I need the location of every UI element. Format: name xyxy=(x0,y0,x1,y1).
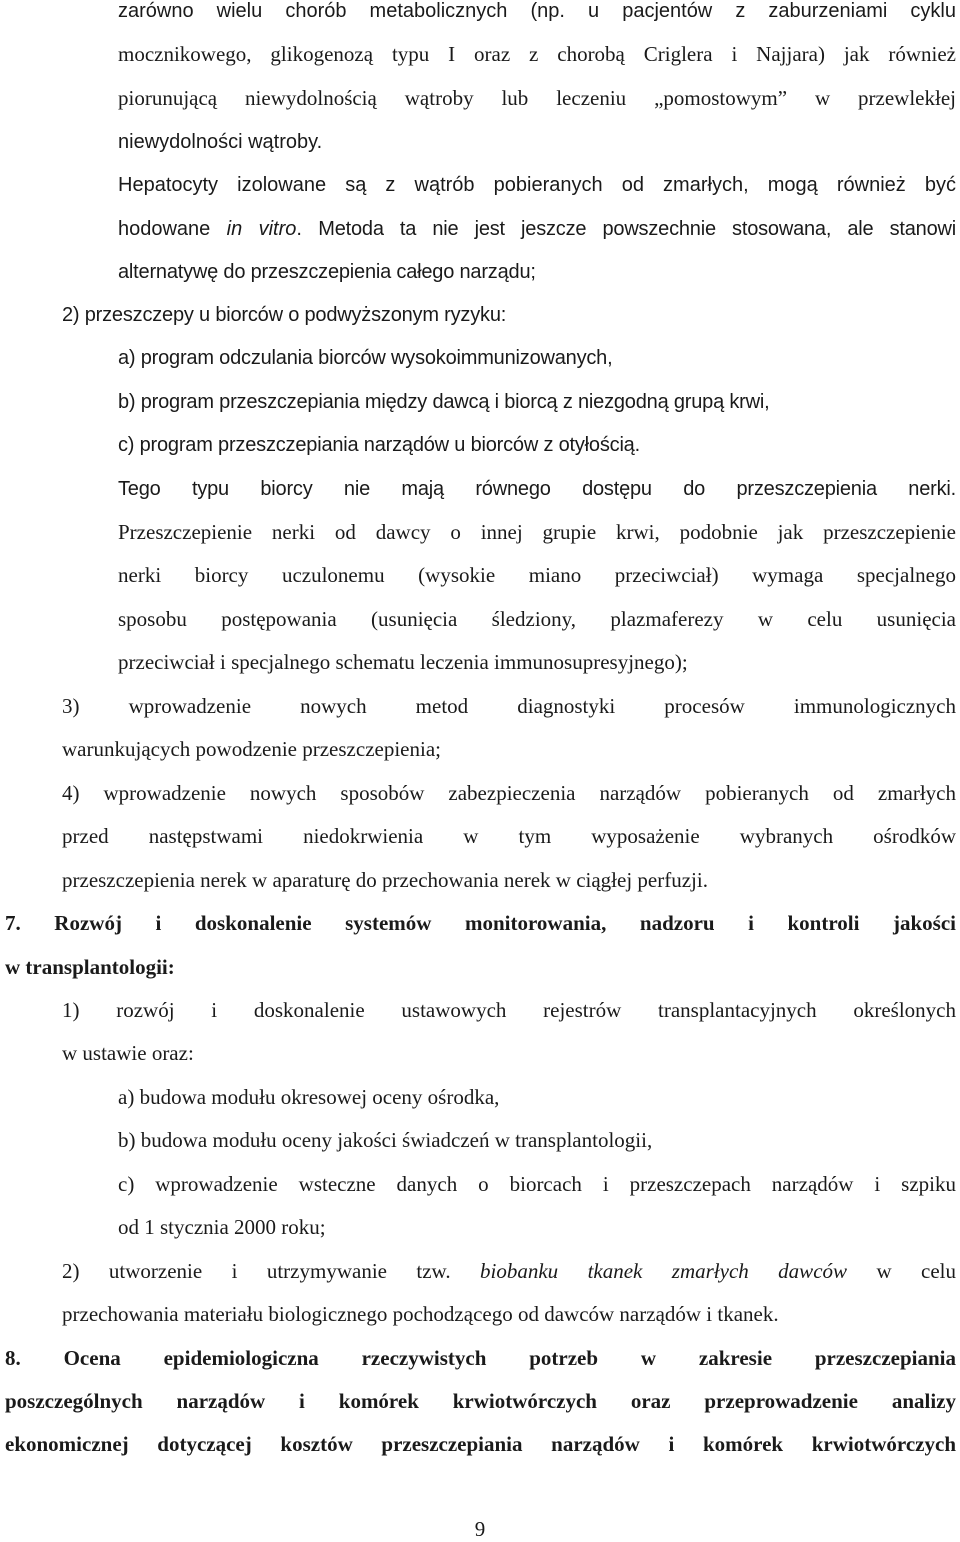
page-number: 9 xyxy=(474,1517,486,1541)
list-item: 4) wprowadzenie nowych sposobów zabezpieczenia narządów pobieranych od zmarłych xyxy=(62,781,956,805)
heading-text: w transplantologii: xyxy=(5,955,175,979)
list-item: a) program odczulania biorców wysokoimmunizowanych, xyxy=(118,347,613,369)
text-line: Hepatocyty izolowane są z wątrób pobieranych od zmarłych, mogą również być xyxy=(118,174,956,196)
heading-text: poszczególnych narządów i komórek krwiotwórczych oraz przeprowadzenie analizy xyxy=(5,1389,956,1413)
text-line: alternatywę do przeszczepienia całego narządu; xyxy=(118,261,536,283)
text-line: od 1 stycznia 2000 roku; xyxy=(118,1215,326,1239)
section-heading xyxy=(5,1388,956,1414)
italic-term: in vitro xyxy=(226,218,297,240)
text-line: piorunującą niewydolnością wątroby lub leczeniu „pomostowym” w przewlekłej xyxy=(118,86,956,110)
text-span: Metoda ta nie jest jeszcze powszechnie stosowana, ale stanowi xyxy=(318,218,956,240)
list-item: c) wprowadzenie wsteczne danych o biorcach i przeszczepach narządów i szpiku xyxy=(118,1172,956,1196)
heading-text: ekonomicznej dotyczącej kosztów przeszczepiania narządów i komórek krwiotwórczych xyxy=(5,1432,956,1456)
text-line: nerki biorcy uczulonemu (wysokie miano przeciwciał) wymaga specjalnego xyxy=(118,563,956,587)
text-span: . xyxy=(296,218,319,240)
heading-text: 8. Ocena epidemiologiczna rzeczywistych potrzeb w zakresie przeszczepiania xyxy=(5,1346,956,1370)
list-item: b) program przeszczepiania między dawcą i biorcą z niezgodną grupą krwi, xyxy=(118,391,770,413)
section-heading xyxy=(5,954,175,980)
list-item: c) program przeszczepiania narządów u biorców z otyłością. xyxy=(118,434,640,456)
text-line: w ustawie oraz: xyxy=(62,1041,194,1065)
list-item: a) budowa modułu okresowej oceny ośrodka, xyxy=(118,1085,500,1109)
text-line: sposobu postępowania (usunięcia śledziony, plazmaferezy w celu usunięcia xyxy=(118,607,956,631)
text-line: mocznikowego, glikogenozą typu I oraz z chorobą Criglera i Najjara) jak również xyxy=(118,42,956,66)
text-span: hodowane xyxy=(118,218,227,240)
text-line: Przeszczepienie nerki od dawcy o innej grupie krwi, podobnie jak przeszczepienie xyxy=(118,520,956,544)
text-line: przeciwciał i specjalnego schematu leczenia immunosupresyjnego); xyxy=(118,650,688,674)
section-heading xyxy=(5,1431,956,1457)
section-heading xyxy=(5,910,956,936)
list-item: b) budowa modułu oceny jakości świadczeń w transplantologii, xyxy=(118,1128,653,1152)
text-span: w celu xyxy=(847,1259,956,1283)
list-item xyxy=(62,1258,956,1284)
heading-text: 7. Rozwój i doskonalenie systemów monitorowania, nadzoru i kontroli jakości xyxy=(5,911,956,935)
text-line: warunkujących powodzenie przeszczepienia; xyxy=(62,737,441,761)
italic-term: biobanku tkanek zmarłych dawców xyxy=(480,1259,848,1283)
text-line: przed następstwami niedokrwienia w tym wyposażenie wybranych ośrodków xyxy=(62,824,956,848)
list-item: 3) wprowadzenie nowych metod diagnostyki procesów immunologicznych xyxy=(62,694,956,718)
text-line xyxy=(118,215,956,242)
text-line: zarówno wielu chorób metabolicznych (np. u pacjentów z zaburzeniami cyklu xyxy=(118,0,956,22)
section-heading xyxy=(5,1345,956,1371)
text-line: niewydolności wątroby. xyxy=(118,131,323,153)
text-line: przeszczepienia nerek w aparaturę do przechowania nerek w ciągłej perfuzji. xyxy=(62,868,708,892)
text-line: przechowania materiału biologicznego pochodzącego od dawców narządów i tkanek. xyxy=(62,1302,779,1326)
list-item: 1) rozwój i doskonalenie ustawowych rejestrów transplantacyjnych określonych xyxy=(62,998,956,1022)
list-item: 2) przeszczepy u biorców o podwyższonym ryzyku: xyxy=(62,304,507,326)
text-line: Tego typu biorcy nie mają równego dostępu do przeszczepienia nerki. xyxy=(118,478,956,500)
text-span: 2) utworzenie i utrzymywanie tzw. xyxy=(62,1259,481,1283)
